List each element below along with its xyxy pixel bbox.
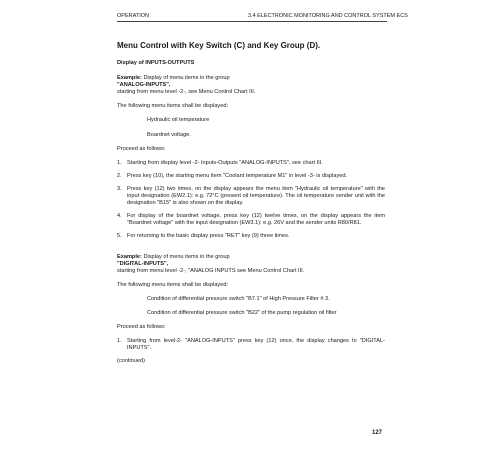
step-number: 1. xyxy=(117,159,122,166)
step-number: 2. xyxy=(117,172,122,179)
step-number: 4. xyxy=(117,213,122,220)
example-group-name: "ANALOG-INPUTS", xyxy=(117,82,171,89)
header-divider xyxy=(117,21,387,22)
proceed-label: Proceed as follows: xyxy=(117,145,166,152)
step-text: For returning to the basic display press "RET" key (9) three times. xyxy=(127,233,290,240)
page-content xyxy=(117,41,385,365)
continued-note: (continued) xyxy=(117,358,145,365)
step-text: Starting from display level -2- Inputs-Outputs "ANALOG-INPUTS", see chart III. xyxy=(127,159,323,166)
step-text: Press key (10), the starting menu item "Coolant temperature M1" in level -3- is displayed. xyxy=(127,172,348,179)
section-heading: Display of INPUTS-OUTPUTS xyxy=(117,60,195,66)
page-number: 127 xyxy=(372,430,383,436)
example-label: Example: xyxy=(117,253,142,260)
step-text: Press key (12) two times, on the display appears the menu item "Hydraulic oil temperature" with the input designation (EW2.1): e.g. 72°C (present oil temperature). The oil temperature sender unit with the designation "B15" is also shown on the display. xyxy=(127,185,385,207)
step-item xyxy=(117,233,385,240)
step-item xyxy=(117,213,385,227)
example-group xyxy=(117,261,385,268)
step-number: 5. xyxy=(117,233,122,240)
step-item xyxy=(117,186,385,207)
example-text: Display of menu items in the group xyxy=(143,75,230,82)
page-title: Menu Control with Key Switch (C) and Key Group (D). xyxy=(117,41,321,50)
header-section-label: OPERATION xyxy=(117,13,149,19)
proceed-label: Proceed as follows: xyxy=(117,324,166,331)
step-number: 1. xyxy=(117,338,122,345)
example-group-name: "DIGITAL-INPUTS", xyxy=(117,260,169,267)
example-text: Display of menu items in the group xyxy=(143,253,230,260)
example-start: starting from menu level -2-, see Menu Control Chart III. xyxy=(117,89,256,96)
items-intro: The following menu items shall be displayed: xyxy=(117,103,229,110)
step-item xyxy=(117,160,385,167)
example-line xyxy=(117,254,385,261)
example-label: Example: xyxy=(117,75,142,82)
menu-item: Boardnet voltage. xyxy=(147,131,191,138)
menu-item: Condition of differential pressure switch "B22" of the pump regulation oil filter xyxy=(147,309,337,316)
menu-item: Condition of differential pressure switch "B7.1" of High Pressure Filter # 3. xyxy=(147,295,330,302)
menu-item: Hydraulic oil temperature xyxy=(147,117,210,124)
items-intro: The following menu items shall be displayed: xyxy=(117,281,229,288)
step-item xyxy=(117,338,385,352)
step-text: Starting from level-2- "ANALOG-INPUTS" press key (12) once, the display changes to "DIGITAL-INPUTS". xyxy=(127,338,385,352)
step-list xyxy=(117,160,385,241)
step-item xyxy=(117,173,385,180)
step-number: 3. xyxy=(117,185,122,192)
step-list xyxy=(117,338,385,352)
step-text: For display of the boardnet voltage, press key (12) twelve times, on the display appears the item "Boardnet voltage" with the input designation (EW3.1): e.g. 26V and the sender units R80/R81. xyxy=(127,213,385,227)
example-line xyxy=(117,75,385,82)
example-start: starting from menu level -2-, "ANALOG INPUTS see Menu Control Chart III. xyxy=(117,267,305,274)
header-chapter-title: 3.4 ELECTRONIC MONITORING AND CONTROL SYSTEM ECS xyxy=(248,13,408,19)
example-group xyxy=(117,82,385,89)
